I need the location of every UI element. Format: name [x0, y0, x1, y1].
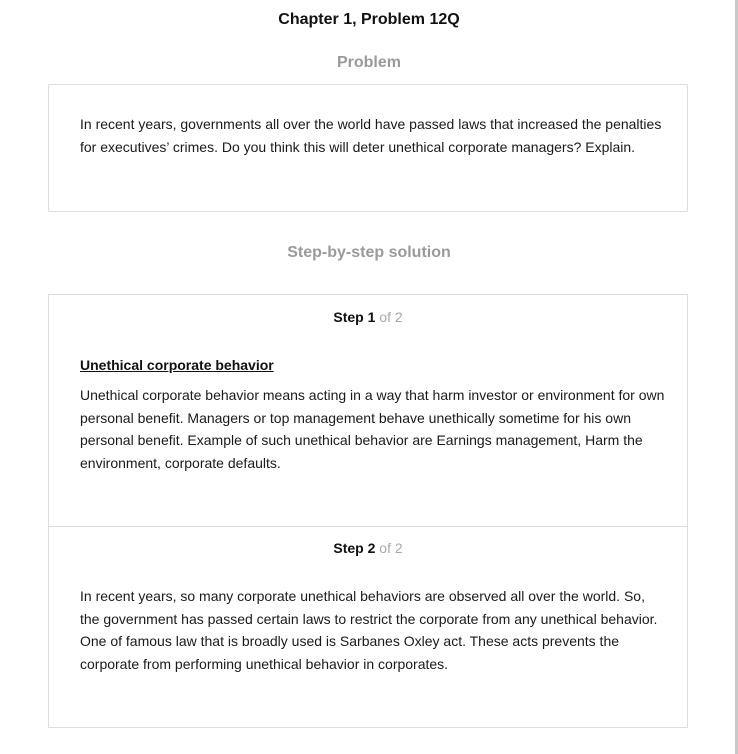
step-1-subheading: Unethical corporate behavior	[80, 357, 274, 373]
solution-card	[48, 294, 688, 728]
step-2-text: In recent years, so many corporate unethical behaviors are observed all over the world. So, the government has passed certain laws to restrict the corporate from any unethical behavior. One of famous law that is broadly used is Sarbanes Oxley act. These acts prevents the corporate from performing unethical behavior in corporates.	[80, 588, 658, 672]
step-1-number: 1	[367, 309, 376, 325]
step-2-of-total: of 2	[379, 540, 403, 556]
solution-heading: Step-by-step solution	[287, 244, 451, 261]
step-2-word: Step	[333, 540, 364, 556]
problem-text: In recent years, governments all over the world have passed laws that increased the penalties for executives’ crimes. Do you think this will deter unethical corporate managers? Explain.	[80, 116, 662, 155]
problem-card	[48, 84, 688, 212]
step-1-word: Step	[333, 309, 364, 325]
problem-heading: Problem	[336, 54, 401, 71]
step-2-number: 2	[367, 540, 376, 556]
step-1-text: Unethical corporate behavior means acting in a way that harm investor or environment for own personal benefit. Managers or top management behave unethically sometime for his own personal benefit. Example of such unethical behavior are Earnings management, Harm the environment, corporate defaults.	[80, 387, 665, 471]
step-1-label	[49, 309, 687, 325]
step-1-of-total: of 2	[379, 309, 403, 325]
step-2-label	[49, 540, 687, 556]
page-title: Chapter 1, Problem 12Q	[278, 11, 460, 28]
step-divider	[49, 526, 687, 527]
